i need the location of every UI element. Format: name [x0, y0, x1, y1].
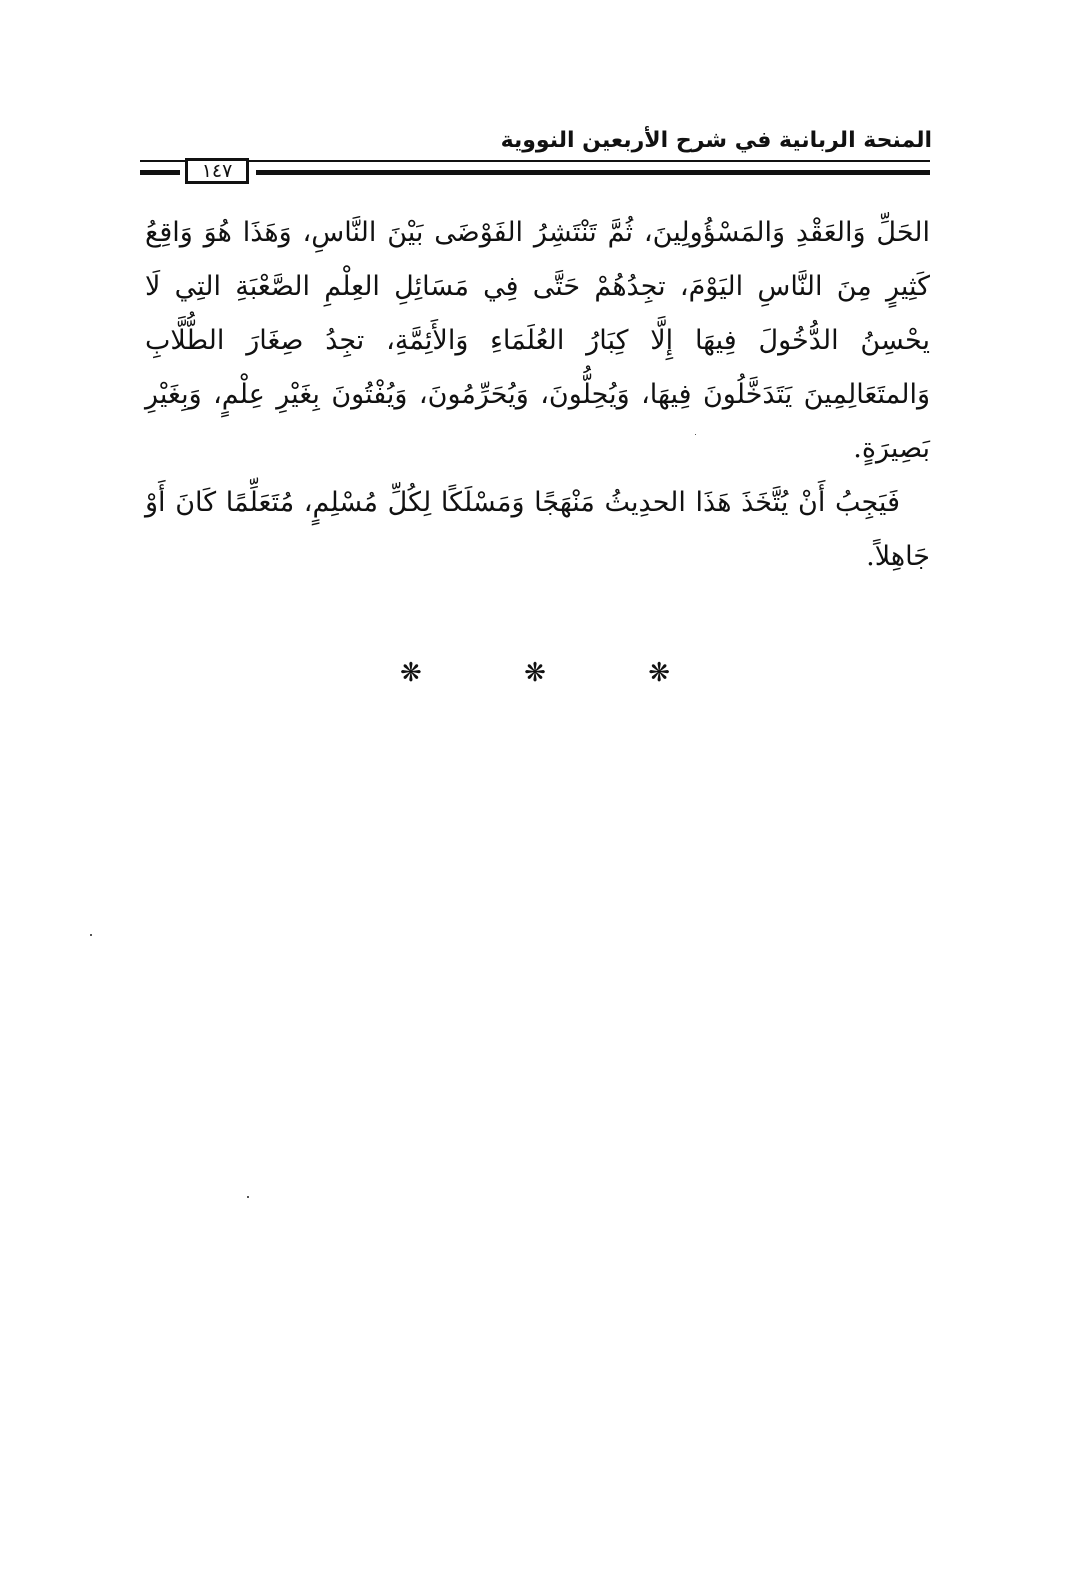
paragraph-2: فَيَجِبُ أَنْ يُتَّخَذَ هَذَا الحدِيثُ مَنْهَجًا وَمَسْلَكًا لِكُلِّ مُسْلِمٍ، مُتَعَلِّمًا كَانَ أَوْ جَاهِلاً.	[145, 487, 930, 572]
running-title: المنحة الربانية في شرح الأربعين النووية	[500, 128, 932, 153]
separator-asterism-icon: ❋	[648, 658, 670, 688]
separator-asterism-icon: ❋	[524, 658, 546, 688]
body-text	[145, 206, 930, 584]
scan-speck	[247, 1196, 249, 1198]
scan-speck	[695, 434, 696, 435]
header-rule-thick-right	[256, 170, 930, 175]
paragraph-1: الحَلِّ وَالعَقْدِ وَالمَسْؤُولِينَ، ثُمَّ تَنْتَشِرُ الفَوْضَى بَيْنَ النَّاسِ، وَهَذَا هُوَ وَاقِعُ كَثِيرٍ مِنَ النَّاسِ اليَوْمَ، تجِدُهُمْ حَتَّى فِي مَسَائِلِ العِلْمِ الصَّعْبَةِ التِي لَا يحْسِنُ الدُّخُولَ فِيهَا إِلَّا كِبَارُ العُلَمَاءِ وَالأَئِمَّةِ، تجِدُ صِغَارَ الطُّلَّابِ وَالمتَعَالِمِينَ يَتَدَخَّلُونَ فِيهَا، وَيُحِلُّونَ، وَيُحَرِّمُونَ، وَيُفْتُونَ بِغَيْرِ عِلْمٍ، وَبِغَيْرِ بَصِيرَةٍ.	[145, 217, 930, 464]
scan-speck	[90, 934, 92, 936]
header-rule-thick-left	[140, 170, 180, 175]
separator-asterism-icon: ❋	[400, 658, 422, 688]
header-rule-thin	[140, 160, 930, 162]
page-number-box: ١٤٧	[185, 158, 249, 184]
section-separator	[400, 658, 670, 688]
